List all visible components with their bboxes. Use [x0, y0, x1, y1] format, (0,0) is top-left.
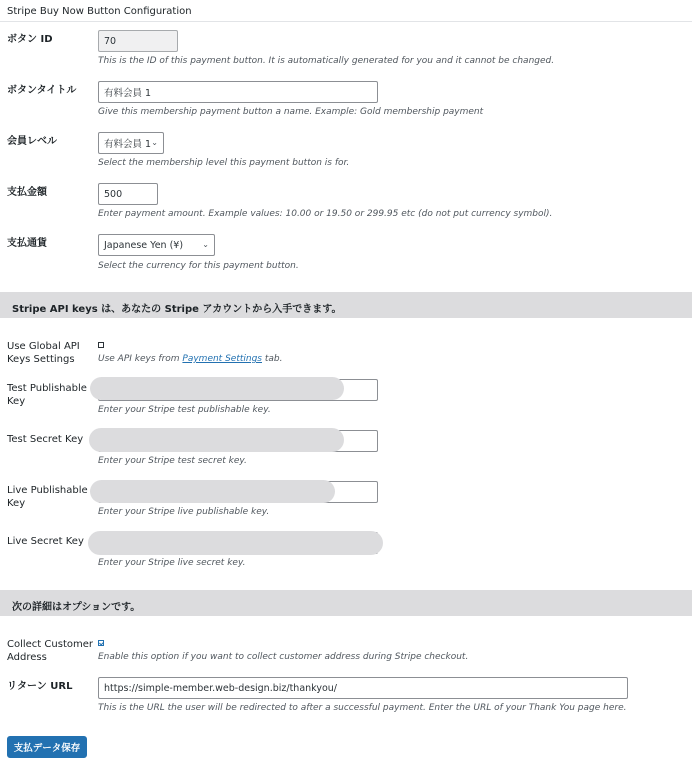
- live-publishable-key-label: [7, 484, 88, 510]
- currency-value: Japanese Yen (¥): [104, 239, 184, 251]
- live-publishable-key-description: Enter your Stripe live publishable key.: [98, 507, 270, 517]
- button-title-description: Give this membership payment button a name. Example: Gold membership payment: [98, 107, 484, 117]
- button-id-input: 70: [98, 30, 178, 52]
- api-keys-section-header: Stripe API keys は、あなたの Stripe アカウントから入手できます。: [0, 292, 692, 318]
- test-publishable-key-label-line1: Test Publishable: [7, 383, 87, 394]
- test-secret-key-description: Enter your Stripe test secret key.: [98, 456, 247, 466]
- currency-select[interactable]: [98, 234, 215, 256]
- collect-address-checkbox[interactable]: [98, 640, 104, 646]
- amount-label: 支払金額: [7, 187, 47, 198]
- chevron-down-icon: ⌄: [151, 138, 158, 148]
- button-id-label: ボタン ID: [7, 34, 53, 45]
- membership-level-description: Select the membership level this payment button is for.: [98, 158, 350, 168]
- live-secret-key-description: Enter your Stripe live secret key.: [98, 558, 246, 568]
- use-global-api-label-line1: Use Global API: [7, 341, 80, 352]
- collect-address-label: [7, 638, 93, 664]
- use-global-api-description: [98, 354, 282, 364]
- test-secret-key-label: Test Secret Key: [7, 434, 84, 445]
- membership-level-select[interactable]: [98, 132, 164, 154]
- return-url-label: リターン URL: [7, 681, 73, 692]
- return-url-description: This is the URL the user will be redirected to after a successful payment. Enter the URL of your Thank You page here.: [98, 703, 627, 713]
- collect-address-description: Enable this option if you want to collect customer address during Stripe checkout.: [98, 652, 469, 662]
- redacted-blur: [89, 428, 344, 452]
- live-secret-key-label: Live Secret Key: [7, 536, 84, 547]
- live-publishable-key-label-line2: Key: [7, 498, 26, 509]
- button-title-label: ボタンタイトル: [7, 85, 77, 96]
- redacted-blur: [90, 480, 335, 503]
- use-global-api-checkbox[interactable]: [98, 342, 104, 348]
- currency-label: 支払通貨: [7, 238, 47, 249]
- test-publishable-key-description: Enter your Stripe test publishable key.: [98, 405, 271, 415]
- collect-address-label-line1: Collect Customer: [7, 639, 93, 650]
- redacted-blur: [88, 531, 383, 555]
- use-global-api-label: [7, 340, 80, 366]
- live-publishable-key-label-line1: Live Publishable: [7, 485, 88, 496]
- button-id-description: This is the ID of this payment button. It is automatically generated for you and it cannot be changed.: [98, 56, 555, 66]
- currency-description: Select the currency for this payment button.: [98, 261, 299, 271]
- save-payment-data-button[interactable]: 支払データ保存: [7, 736, 87, 758]
- optional-section-header: 次の詳細はオプションです。: [0, 590, 692, 616]
- test-publishable-key-label-line2: Key: [7, 396, 26, 407]
- redacted-blur: [90, 377, 344, 400]
- amount-input[interactable]: 500: [98, 183, 158, 205]
- use-global-api-desc-prefix: Use API keys from: [98, 354, 183, 364]
- chevron-down-icon: ⌄: [202, 240, 209, 250]
- use-global-api-desc-suffix: tab.: [262, 354, 283, 364]
- return-url-input[interactable]: https://simple-member.web-design.biz/thankyou/: [98, 677, 628, 699]
- panel-title: Stripe Buy Now Button Configuration: [0, 0, 692, 22]
- test-publishable-key-label: [7, 382, 87, 408]
- membership-level-label: 会員レベル: [7, 136, 57, 147]
- collect-address-label-line2: Address: [7, 652, 47, 663]
- payment-settings-link[interactable]: Payment Settings: [182, 354, 262, 364]
- amount-description: Enter payment amount. Example values: 10.00 or 19.50 or 299.95 etc (do not put currency symbol).: [98, 209, 553, 219]
- use-global-api-label-line2: Keys Settings: [7, 354, 75, 365]
- membership-level-value: 有料会員 1: [104, 139, 152, 150]
- button-title-input[interactable]: 有料会員 1: [98, 81, 378, 103]
